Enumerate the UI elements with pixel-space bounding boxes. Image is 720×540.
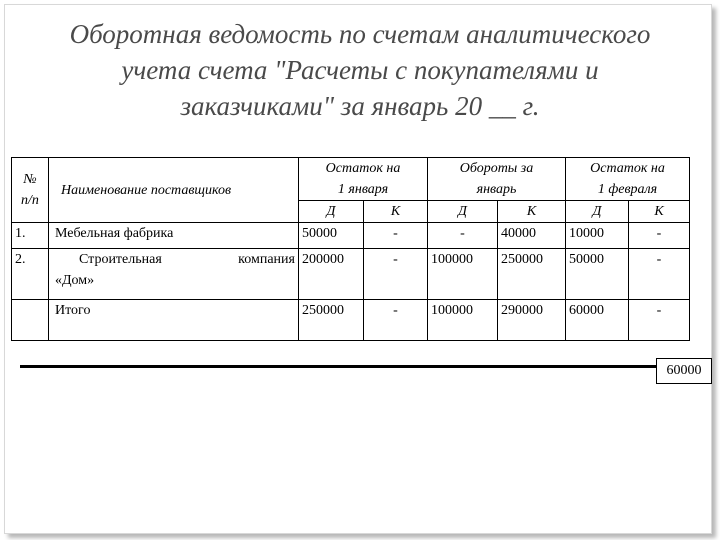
arrow-line: [20, 365, 692, 368]
title-line-3: заказчиками" за январь 20 __ г.: [180, 91, 540, 121]
turnover-debit: 100000: [428, 249, 498, 300]
header-debit: Д: [299, 201, 364, 223]
opening-debit: 200000: [299, 249, 364, 300]
supplier-name: Мебельная фабрика: [49, 223, 299, 249]
turnover-debit: -: [428, 223, 498, 249]
header-opening-balance: Остаток на 1 января: [299, 158, 428, 201]
supplier-name: Строительная компания «Дом»: [49, 249, 299, 300]
header-closing-balance: Остаток на 1 февраля: [566, 158, 690, 201]
closing-debit: 10000: [566, 223, 629, 249]
opening-debit: 50000: [299, 223, 364, 249]
closing-credit: -: [629, 223, 690, 249]
header-turnover: Обороты за январь: [428, 158, 566, 201]
table-row-total: [12, 300, 690, 341]
total-turnover-debit: 100000: [428, 300, 498, 341]
turnover-statement-table: [11, 157, 690, 341]
header-number: № п/п: [12, 158, 49, 223]
header-credit: К: [364, 201, 428, 223]
turnover-credit: 250000: [498, 249, 566, 300]
row-number: 2.: [12, 249, 49, 300]
header-debit: Д: [428, 201, 498, 223]
total-label: Итого: [49, 300, 299, 341]
table-row: [12, 223, 690, 249]
title-line-2: учета счета "Расчеты с покупателями и: [121, 55, 599, 85]
total-closing-credit: -: [629, 300, 690, 341]
opening-credit: -: [364, 249, 428, 300]
opening-credit: -: [364, 223, 428, 249]
total-opening-debit: 250000: [299, 300, 364, 341]
header-credit: К: [498, 201, 566, 223]
row-number: 1.: [12, 223, 49, 249]
slide-title: [0, 16, 720, 124]
title-line-1: Оборотная ведомость по счетам аналитического: [69, 19, 651, 49]
total-row-number: [12, 300, 49, 341]
header-credit: К: [629, 201, 690, 223]
closing-debit: 50000: [566, 249, 629, 300]
closing-credit: -: [629, 249, 690, 300]
total-closing-debit: 60000: [566, 300, 629, 341]
header-debit: Д: [566, 201, 629, 223]
header-supplier-name: Наименование поставщиков: [49, 158, 299, 223]
result-value-box: 60000: [656, 358, 712, 384]
table-row: [12, 249, 690, 300]
turnover-credit: 40000: [498, 223, 566, 249]
total-opening-credit: -: [364, 300, 428, 341]
total-turnover-credit: 290000: [498, 300, 566, 341]
